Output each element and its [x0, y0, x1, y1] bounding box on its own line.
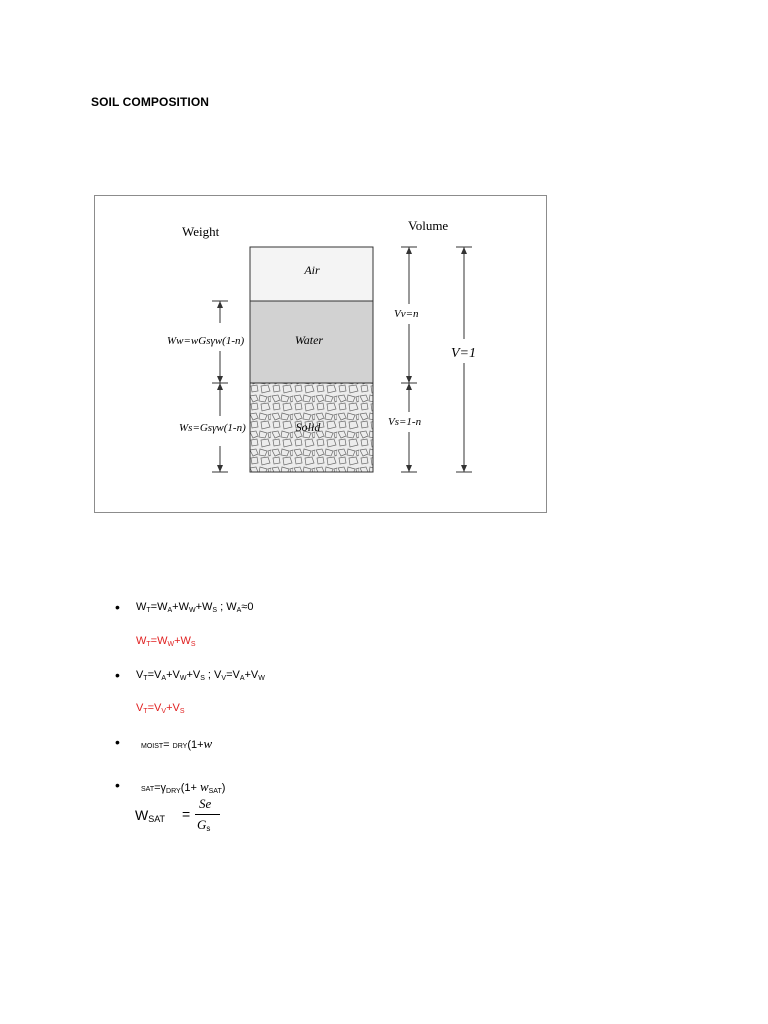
vs-label: Vs=1-n: [388, 416, 422, 428]
weight-heading: Weight: [182, 224, 220, 239]
ws-label: Ws=Gsγw(1-n): [179, 422, 246, 434]
page-title: SOIL COMPOSITION: [91, 95, 210, 109]
bullet-dot: •: [115, 667, 120, 683]
air-label: Air: [304, 263, 320, 277]
volume-dimension-lines: [401, 247, 417, 472]
volume-heading: Volume: [408, 218, 449, 233]
v-total-label: V=1: [451, 346, 476, 361]
soil-phase-diagram: [94, 195, 547, 513]
bullet-dot: •: [115, 599, 120, 615]
total-weight-equation: $W_T=W_W+W_S$: [136, 635, 196, 648]
solid-label: Solid: [295, 420, 321, 434]
total-volume-equation: $V_T=V_V+V_S$: [136, 702, 185, 715]
bullet-dot: •: [115, 734, 120, 750]
vv-label: Vv=n: [394, 308, 419, 320]
saturated-water-content-formula: $W_{SAT}$ = Se $G_s$: [135, 796, 225, 836]
water-label: Water: [294, 333, 324, 347]
bullet-dot: •: [115, 777, 120, 793]
ww-label: Ww=wGsγw(1-n): [167, 335, 245, 347]
